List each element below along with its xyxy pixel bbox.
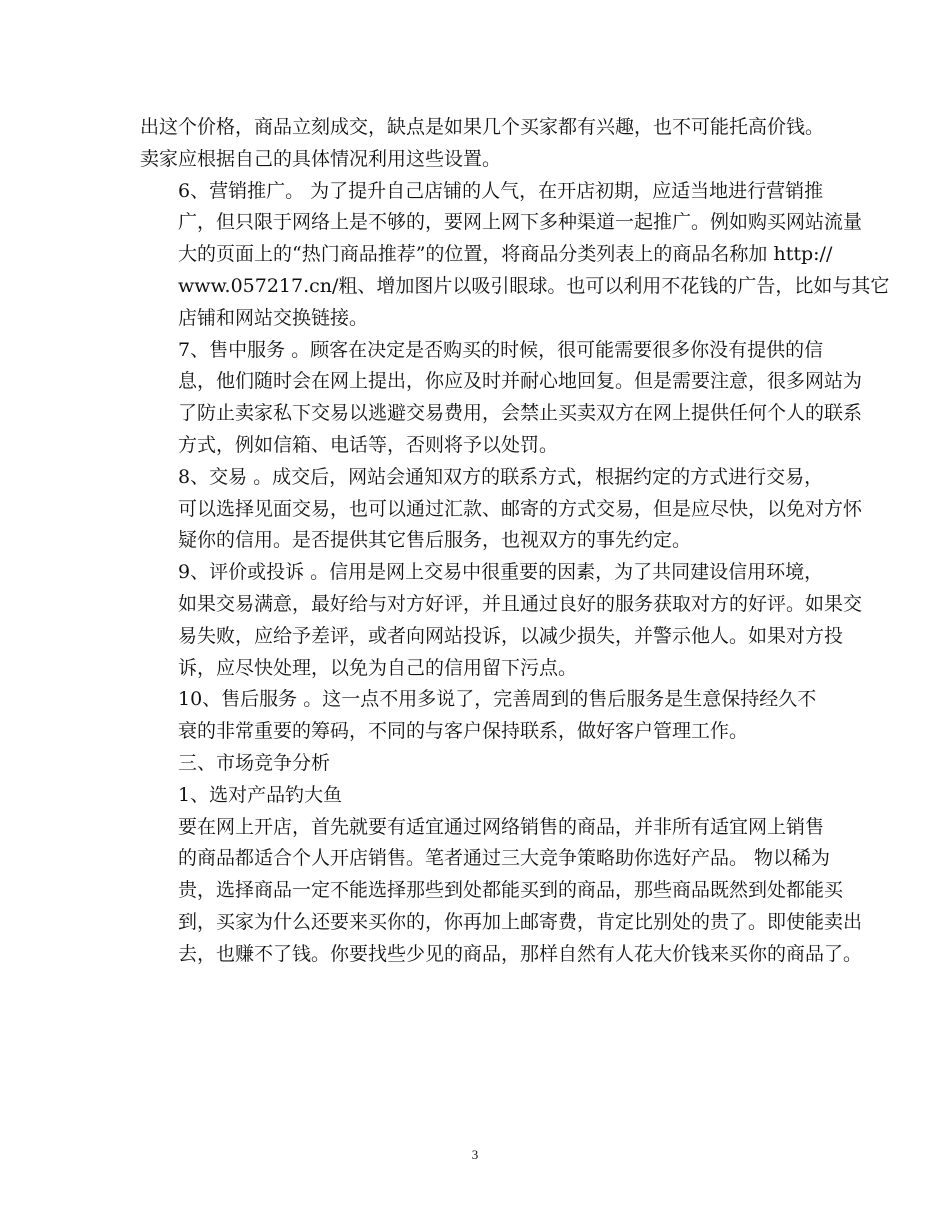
paragraph-marketing	[140, 176, 890, 335]
section-heading	[140, 748, 812, 780]
text-line: 出这个价格，商品立刻成交，缺点是如果几个买家都有兴趣，也不可能托高价钱。	[140, 116, 825, 138]
text-line: 10、售后服务 。这一点不用多说了，完善周到的售后服务是生意保持经久不	[178, 688, 817, 711]
text-line: 衰的非常重要的筹码，不同的与客户保持联系，做好客户管理工作。	[178, 720, 749, 743]
text-line: 三、市场竞争分析	[178, 751, 331, 774]
text-line: 8、交易 。成交后，网站会通知双方的联系方式，根据约定的方式进行交易，	[178, 465, 824, 488]
paragraph-product-selection	[140, 812, 863, 971]
paragraph-transaction	[140, 462, 863, 557]
text-line: 卖家应根据自己的具体情况利用这些设置。	[140, 147, 502, 170]
text-line: 店铺和网站交换链接。	[178, 306, 369, 329]
text-line: 易失败，应给予差评，或者向网站投诉，以减少损失，并警示他人。如果对方投	[178, 624, 844, 647]
subsection-heading	[140, 780, 812, 812]
text-line: 6、营销推广。 为了提升自己店铺的人气，在开店初期，应适当地进行营销推	[178, 179, 824, 202]
text-line: 9、评价或投诉 。信用是网上交易中很重要的因素，为了共同建设信用环境，	[178, 561, 824, 584]
text-line: 的商品都适合个人开店销售。笔者通过三大竞争策略助你选好产品。 物以稀为	[178, 847, 831, 870]
text-line: 到，买家为什么还要来买你的，你再加上邮寄费，肯定比别处的贵了。即使能卖出	[178, 910, 863, 933]
text-line: 息，他们随时会在网上提出，你应及时并耐心地回复。但是需要注意，很多网站为	[178, 370, 863, 393]
text-line: 7、售中服务 。顾客在决定是否购买的时候，很可能需要很多你没有提供的信	[178, 338, 824, 361]
text-line: 去，也赚不了钱。你要找些少见的商品，那样自然有人花大价钱来买你的商品了。	[178, 942, 863, 965]
text-line: 了防止卖家私下交易以逃避交易费用，会禁止买卖双方在网上提供任何个人的联系	[178, 402, 863, 425]
text-line: www.057217.cn/粗、增加图片以吸引眼球。也可以利用不花钱的广告，比如与其它	[178, 274, 890, 297]
text-line: 贵，选择商品一定不能选择那些到处都能买到的商品，那些商品既然到处都能买	[178, 879, 844, 902]
text-line: 广，但只限于网络上是不够的，要网上网下多种渠道一起推广。例如购买网站流量	[178, 211, 863, 234]
text-line: 要在网上开店，首先就要有适宜通过网络销售的商品，并非所有适宜网上销售	[178, 815, 825, 838]
text-line: 大的页面上的“热门商品推荐”的位置，将商品分类列表上的商品名称加 http://	[178, 243, 833, 266]
text-line: 可以选择见面交易，也可以通过汇款、邮寄的方式交易，但是应尽快，以免对方怀	[178, 497, 863, 520]
paragraph-continuation	[140, 112, 825, 176]
paragraph-review-complaint	[140, 557, 863, 684]
text-line: 如果交易满意，最好给与对方好评，并且通过良好的服务获取对方的好评。如果交	[178, 592, 863, 615]
paragraph-in-sale-service	[140, 335, 863, 462]
body-text	[140, 112, 890, 971]
text-line: 诉，应尽快处理，以免为自己的信用留下污点。	[178, 656, 578, 679]
text-line: 方式，例如信箱、电话等，否则将予以处罚。	[178, 433, 559, 456]
page-number: 3	[471, 1147, 479, 1162]
text-line: 疑你的信用。是否提供其它售后服务，也视双方的事先约定。	[178, 529, 692, 552]
text-line: 1、选对产品钓大鱼	[178, 783, 343, 806]
paragraph-after-sale-service	[140, 684, 817, 748]
